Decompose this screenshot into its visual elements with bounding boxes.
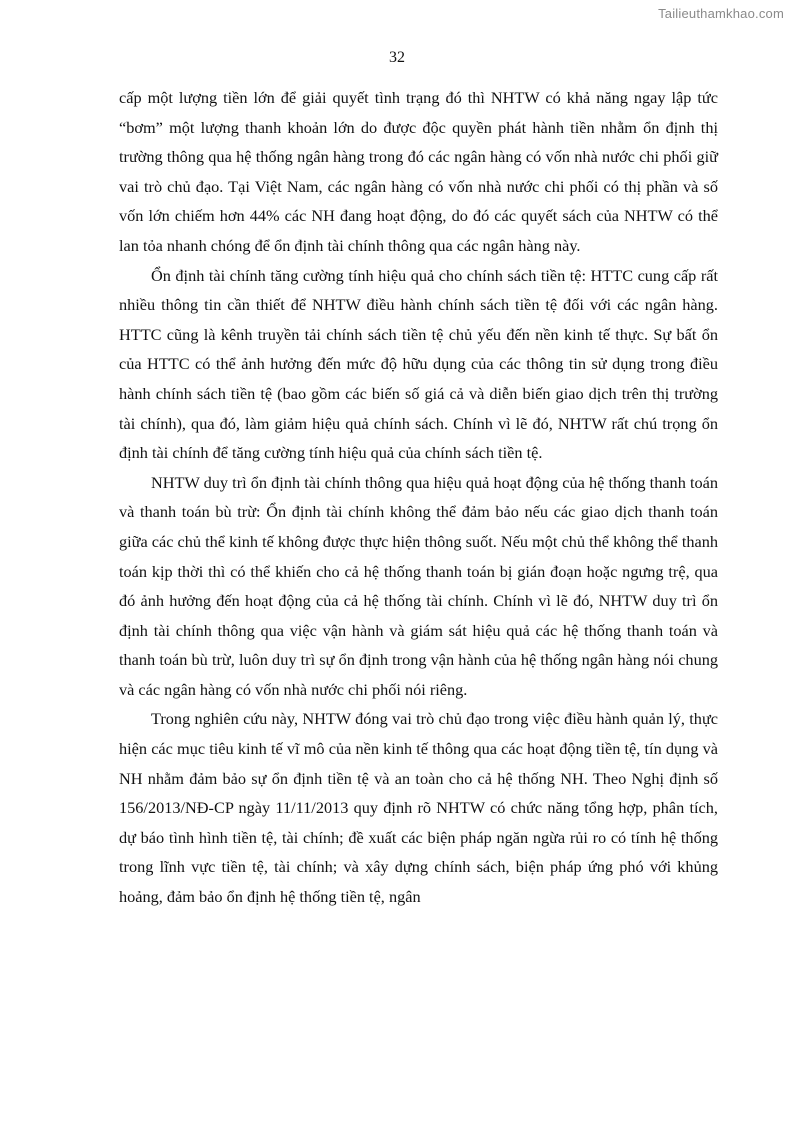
paragraph-payment-systems: NHTW duy trì ổn định tài chính thông qua hiệu quả hoạt động của hệ thống thanh toán và thanh toán bù trừ: Ổn định tài chính không thể đảm bảo nếu các giao dịch thanh toán giữa các chủ thể kinh tế không được thực hiện thông suốt. Nếu một chủ thể không thể thanh toán kịp thời thì có thể khiến cho cả hệ thống thanh toán bị gián đoạn hoặc ngưng trệ, qua đó ảnh hưởng đến hoạt động của cả hệ thống tài chính. Chính vì lẽ đó, NHTW duy trì ổn định tài chính thông qua việc vận hành và giám sát hiệu quả các hệ thống thanh toán và thanh toán bù trừ, luôn duy trì sự ổn định trong vận hành của hệ thống ngân hàng nói chung và các ngân hàng có vốn nhà nước chi phối nói riêng. — [119, 472, 718, 699]
paragraph-continuation: cấp một lượng tiền lớn để giải quyết tình trạng đó thì NHTW có khả năng ngay lập tức “bơm” một lượng thanh khoản lớn do được độc quyền phát hành tiền nhằm ổn định thị trường thông qua hệ thống ngân hàng trong đó các ngân hàng có vốn nhà nước chi phối giữ vai trò chủ đạo. Tại Việt Nam, các ngân hàng có vốn nhà nước chi phối có thị phần và số vốn lớn chiếm hơn 44% các NH đang hoạt động, do đó các quyết sách của NHTW có thể lan tỏa nhanh chóng để ổn định tài chính thông qua các ngân hàng này. — [119, 88, 718, 255]
document-body — [119, 83, 718, 912]
paragraph-financial-stability-monetary-policy: Ổn định tài chính tăng cường tính hiệu quả cho chính sách tiền tệ: HTTC cung cấp rất nhiều thông tin cần thiết để NHTW điều hành chính sách tiền tệ đối với các ngân hàng. HTTC cũng là kênh truyền tải chính sách tiền tệ chủ yếu đến nền kinh tế thực. Sự bất ổn của HTTC có thể ảnh hưởng đến mức độ hữu dụng của các thông tin sử dụng trong điều hành chính sách tiền tệ (bao gồm các biến số giá cả và diễn biến giao dịch trên thị trường tài chính), qua đó, làm giảm hiệu quả chính sách. Chính vì lẽ đó, NHTW rất chú trọng ổn định tài chính để tăng cường tính hiệu quả của chính sách tiền tệ. — [119, 265, 718, 463]
watermark-text: Tailieuthamkhao.com — [658, 6, 784, 21]
page-number: 32 — [389, 49, 405, 66]
paragraph-central-bank-role: Trong nghiên cứu này, NHTW đóng vai trò chủ đạo trong việc điều hành quản lý, thực hiện các mục tiêu kinh tế vĩ mô của nền kinh tế thông qua các hoạt động tiền tệ, tín dụng và NH nhằm đảm bảo sự ổn định tiền tệ và an toàn cho cả hệ thống NH. Theo Nghị định số 156/2013/NĐ-CP ngày 11/11/2013 quy định rõ NHTW có chức năng tổng hợp, phân tích, dự báo tình hình tiền tệ, tài chính; đề xuất các biện pháp ngăn ngừa rủi ro có tính hệ thống trong lĩnh vực tiền tệ, tài chính; và xây dựng chính sách, biện pháp ứng phó với khủng hoảng, đảm bảo ổn định hệ thống tiền tệ, ngân — [119, 709, 718, 907]
